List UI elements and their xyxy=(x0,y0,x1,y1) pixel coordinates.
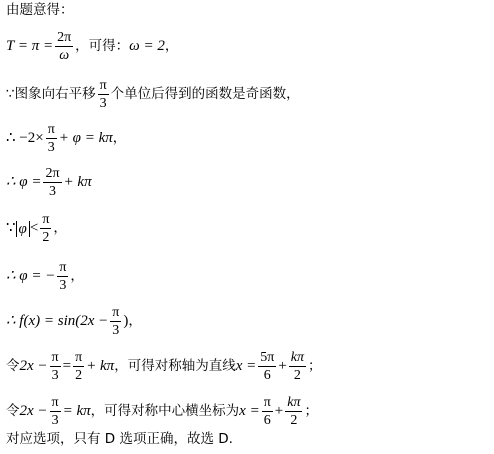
line-equation xyxy=(6,122,490,155)
fraction-numerator: π xyxy=(50,350,61,367)
fraction-numerator: kπ xyxy=(289,350,306,367)
fraction xyxy=(98,78,109,111)
text: ，可得对称轴为直线 xyxy=(114,357,236,374)
fraction-numerator: 5π xyxy=(258,350,276,367)
text: ∵图象向右平移 xyxy=(6,85,96,102)
punct: ； xyxy=(304,402,318,419)
fraction-numerator: kπ xyxy=(285,395,302,412)
line-phi-bound xyxy=(6,212,490,245)
fraction-numerator: π xyxy=(262,395,273,412)
punct: ， xyxy=(53,219,67,236)
fraction xyxy=(285,395,302,428)
fraction-denominator: 6 xyxy=(263,368,271,384)
expr: + φ = kπ xyxy=(58,130,113,147)
fraction-numerator: π xyxy=(98,78,109,95)
line-intro xyxy=(6,4,490,18)
punct: ， xyxy=(112,129,127,146)
fraction-numerator: π xyxy=(50,395,61,412)
expr: = xyxy=(62,358,72,375)
abs-value: φ xyxy=(16,221,30,237)
text: 令 xyxy=(6,402,20,419)
fraction-numerator: π xyxy=(73,350,84,367)
fraction xyxy=(289,350,306,383)
fraction xyxy=(43,166,61,199)
fraction-denominator: 2 xyxy=(75,368,83,384)
fraction-numerator: π xyxy=(110,305,121,322)
text: 令 xyxy=(6,357,20,374)
intro-text: 由题意得： xyxy=(6,2,74,18)
period-expr: T = π = xyxy=(6,38,54,55)
fraction-denominator: 2 xyxy=(293,368,301,384)
fraction-denominator: 3 xyxy=(47,140,55,156)
fraction-denominator: 3 xyxy=(51,413,59,429)
fraction-numerator: 2π xyxy=(43,166,61,183)
line-axis xyxy=(6,350,490,383)
expr: ∴ f(x) = sin(2x − xyxy=(6,313,109,330)
text: ，可得对称中心横坐标为 xyxy=(90,402,240,419)
expr: + xyxy=(274,403,284,420)
line-period xyxy=(6,30,490,63)
fraction-denominator: 2 xyxy=(290,413,298,429)
expr: ∴ φ = − xyxy=(6,268,56,285)
fraction-numerator: 2π xyxy=(55,30,73,47)
line-shift xyxy=(6,78,490,111)
fraction-numerator: π xyxy=(57,260,68,277)
expr: < xyxy=(29,220,39,237)
line-center xyxy=(6,395,490,428)
expr: + xyxy=(278,358,287,375)
text: ，可得： xyxy=(75,37,130,54)
expr: + kπ xyxy=(63,174,92,191)
fraction xyxy=(55,30,73,63)
fraction xyxy=(73,350,84,383)
conclusion-text: 对应选项，只有 D 选项正确，故选 D. xyxy=(6,431,233,447)
fraction xyxy=(262,395,273,428)
punct: ； xyxy=(308,357,322,374)
expr: 2x − xyxy=(19,358,48,375)
line-conclusion xyxy=(6,433,490,447)
expr: = kπ xyxy=(62,403,91,420)
punct: ， xyxy=(164,37,179,54)
fraction-denominator: 2 xyxy=(42,230,50,246)
fraction-denominator: 3 xyxy=(59,278,67,294)
text: 个单位后得到的函数是奇函数， xyxy=(110,85,300,102)
expr: x = xyxy=(239,403,260,420)
fraction-denominator: 6 xyxy=(263,413,271,429)
expr: x = xyxy=(235,358,257,375)
fraction xyxy=(50,350,61,383)
expr: ∴ φ = xyxy=(6,174,42,191)
punct: ， xyxy=(70,267,84,284)
fraction-numerator: π xyxy=(40,212,51,229)
fraction xyxy=(258,350,276,383)
line-phi xyxy=(6,166,490,199)
fraction xyxy=(46,122,57,155)
expr: 2x − xyxy=(19,403,48,420)
expr: ∴ −2× xyxy=(6,130,44,147)
expr: ∵ xyxy=(6,220,16,237)
punct: ， xyxy=(128,312,142,329)
fraction-denominator: 3 xyxy=(112,323,120,339)
omega-value: ω = 2 xyxy=(129,38,165,55)
fraction xyxy=(50,395,61,428)
fraction-denominator: 3 xyxy=(51,368,59,384)
line-phi-value xyxy=(6,260,490,293)
expr: + kπ xyxy=(86,358,115,375)
fraction xyxy=(110,305,121,338)
fraction-numerator: π xyxy=(46,122,57,139)
line-function xyxy=(6,305,490,338)
fraction xyxy=(40,212,51,245)
fraction-denominator: 3 xyxy=(49,184,56,200)
fraction-denominator: ω xyxy=(59,48,70,64)
fraction-denominator: 3 xyxy=(99,96,107,112)
expr: ) xyxy=(123,313,129,330)
fraction xyxy=(57,260,68,293)
